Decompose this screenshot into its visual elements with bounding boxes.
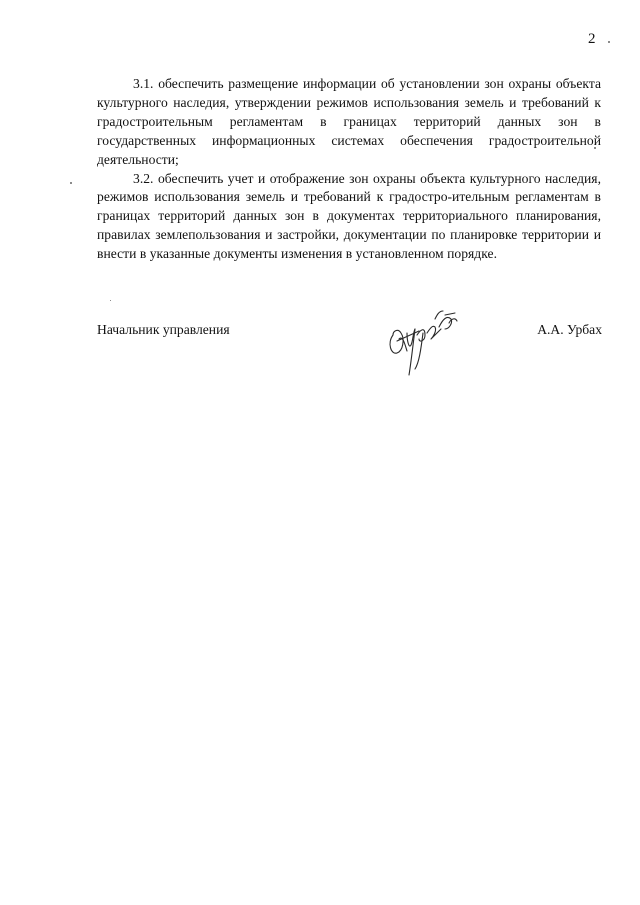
paragraph-3-2: 3.2. обеспечить учет и отображение зон охраны объекта культурного наследия, режимов использования земель и требований к градостро-ительным регламентам в границах территорий данных зон в документах территориального планирования, правилах землепользования и застройки, документации по планировке территории и внести в указанные документы изменения в установленном порядке. xyxy=(97,170,601,262)
page-number: 2 xyxy=(588,31,596,47)
body-text xyxy=(97,75,601,264)
signatory-name: А.А. Урбах xyxy=(537,322,602,337)
scan-artifact xyxy=(608,41,610,43)
paragraph-3-1: 3.1. обеспечить размещение информации об установлении зон охраны объекта культурного наследия, утверждении режимов использования земель и требований к градостроительным регламентам в границах территорий данных зон в государственных информационных системах обеспечения градостроительной деятельности; xyxy=(97,76,601,167)
signatory-position: Начальник управления xyxy=(97,322,230,337)
scan-artifact xyxy=(110,300,111,301)
handwritten-signature-icon xyxy=(385,305,465,377)
signature-block xyxy=(97,317,602,387)
scan-artifact xyxy=(70,182,72,184)
